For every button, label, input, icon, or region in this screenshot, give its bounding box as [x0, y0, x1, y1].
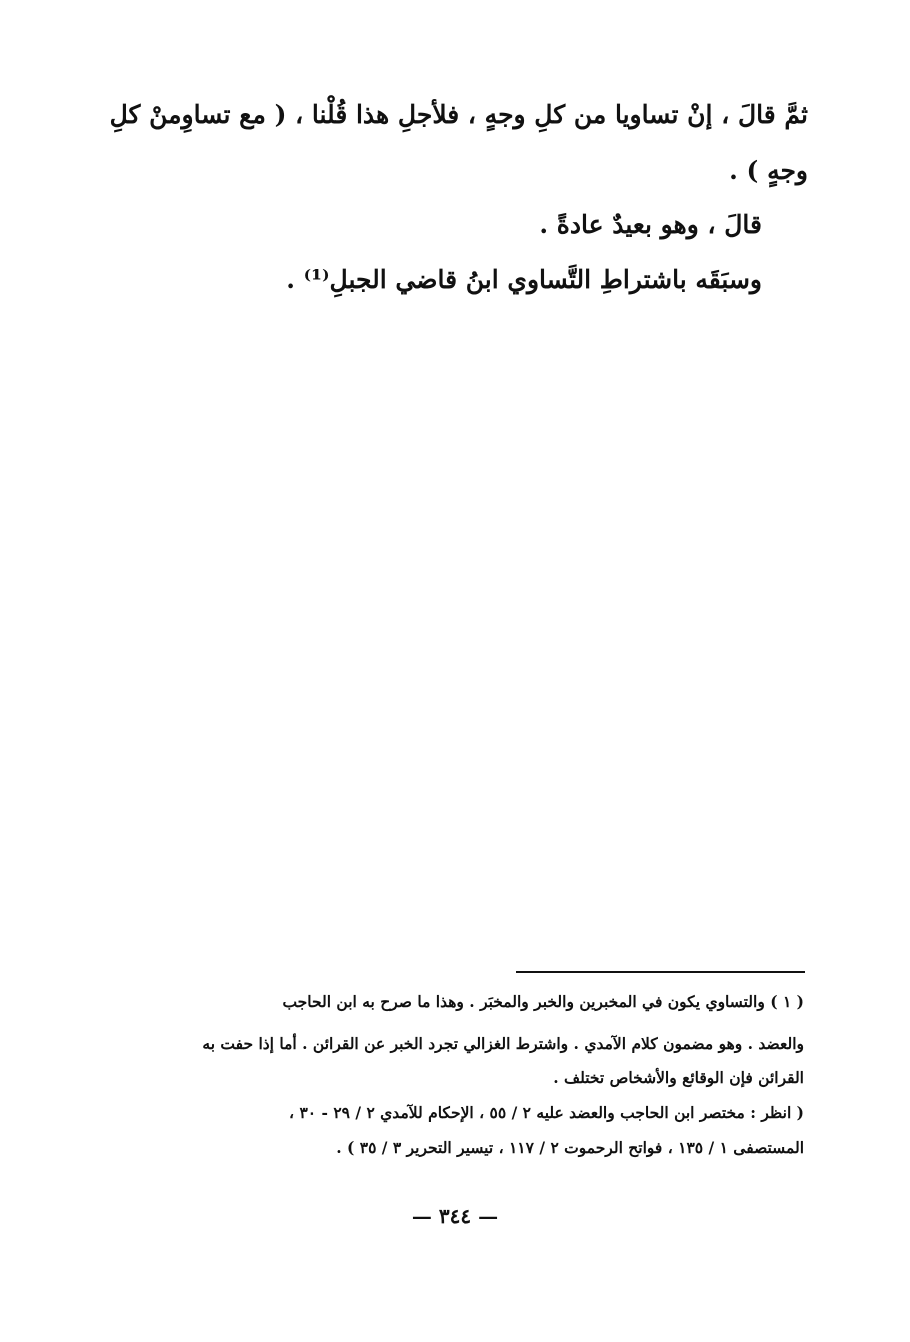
body-line-3: قالَ ، وهو بعيدٌ عادةً .: [539, 210, 762, 239]
body-line-1: ثمَّ قالَ ، إنْ تساويا من كلِ وجهٍ ، فلأجلِ هذا قُلْنا ، ( مع تساوِمنْ كلِ: [109, 100, 808, 129]
body-line-4: وسبَقَه باشتراطِ التَّساوي ابنُ قاضي الجبلِ⁽¹⁾ .: [286, 265, 762, 294]
footnote-line-1: ( ١ ) والتساوي يكون في المخبرين والخبر والمخبَر . وهذا ما صرح به ابن الحاجب: [282, 992, 804, 1011]
footnote-line-3: القرائن فإن الوقائع والأشخاص تختلف .: [553, 1068, 804, 1087]
page-number: — ٣٤٤ —: [411, 1204, 499, 1228]
footnote-line-4: ( انظر : مختصر ابن الحاجب والعضد عليه ٢ / ٥٥ ، الإحكام للآمدي ٢ / ٢٩ - ٣٠ ،: [289, 1103, 804, 1122]
body-line-2: وجهٍ ) .: [729, 156, 808, 185]
footnote-line-2: والعضد . وهو مضمون كلام الآمدي . واشترط الغزالي تجرد الخبر عن القرائن . أما إذا حفت به: [202, 1034, 804, 1053]
footnote-separator: [516, 971, 805, 973]
footnote-line-5: المستصفى ١ / ١٣٥ ، فواتح الرحموت ٢ / ١١٧ ، تيسير التحرير ٣ / ٣٥ ) .: [336, 1138, 804, 1157]
